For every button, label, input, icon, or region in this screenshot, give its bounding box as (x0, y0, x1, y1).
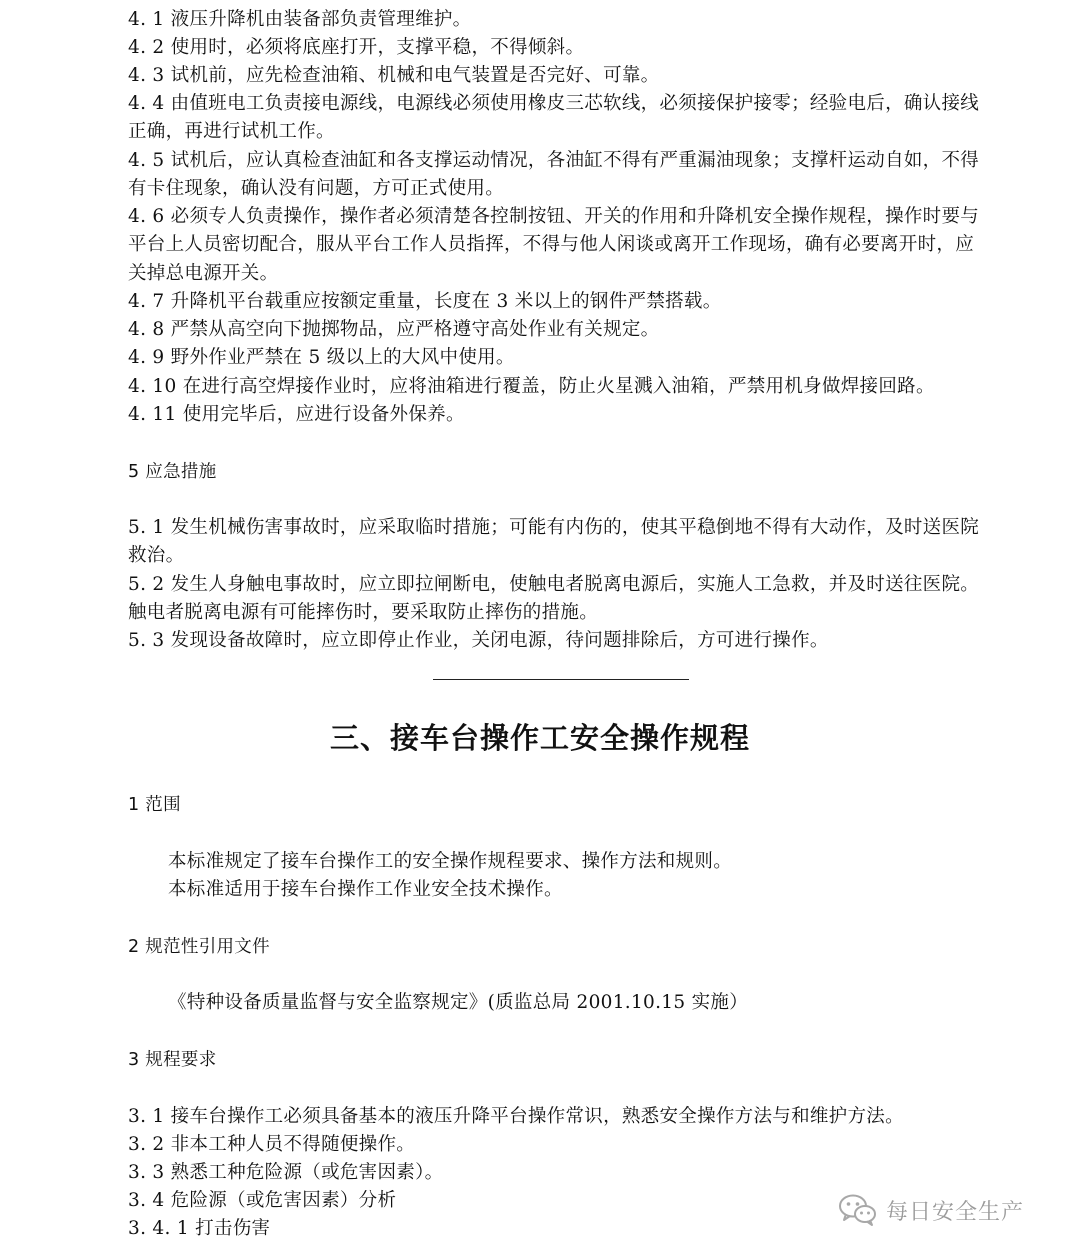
clause-4-7: 4. 7 升降机平台载重应按额定重量，长度在 3 米以上的钢件严禁搭载。 (128, 291, 722, 312)
scope-heading: 1 范围 (128, 795, 181, 815)
clause-4-1: 4. 1 液压升降机由装备部负责管理维护。 (128, 9, 472, 30)
clause-4-6-cont2: 关掉总电源开关。 (128, 263, 279, 284)
reference-item: 《特种设备质量监督与安全监察规定》(质监总局 2001.10.15 实施） (168, 992, 749, 1013)
clause-4-10: 4. 10 在进行高空焊接作业时，应将油箱进行覆盖，防止火星溅入油箱，严禁用机身做焊接回路。 (128, 376, 935, 397)
clause-4-2: 4. 2 使用时，必须将底座打开，支撑平稳，不得倾斜。 (128, 37, 585, 58)
clause-5-2-cont: 触电者脱离电源有可能摔伤时，要采取防止摔伤的措施。 (128, 602, 599, 623)
clause-4-6-cont: 平台上人员密切配合，服从平台工作人员指挥，不得与他人闲谈或离开工作现场，确有必要离开时，应 (128, 234, 975, 255)
clause-3-4-1: 3. 4. 1 打击伤害 (128, 1218, 271, 1239)
scope-line-1: 本标准规定了接车台操作工的安全操作规程要求、操作方法和规则。 (168, 851, 733, 872)
clause-4-3: 4. 3 试机前，应先检查油箱、机械和电气装置是否完好、可靠。 (128, 65, 660, 86)
clause-3-4: 3. 4 危险源（或危害因素）分析 (128, 1190, 397, 1211)
clause-5-1-cont: 救治。 (128, 545, 185, 566)
references-heading: 2 规范性引用文件 (128, 937, 270, 957)
clause-4-6: 4. 6 必须专人负责操作，操作者必须清楚各控制按钮、开关的作用和升降机安全操作规程，操作时要与 (128, 206, 980, 227)
watermark-text: 每日安全生产 (886, 1199, 1025, 1225)
clause-5-1: 5. 1 发生机械伤害事故时，应采取临时措施；可能有内伤的，使其平稳倒地不得有大动作，及时送医院 (128, 517, 980, 538)
clause-4-8: 4. 8 严禁从高空向下抛掷物品，应严格遵守高处作业有关规定。 (128, 319, 660, 340)
clause-3-3: 3. 3 熟悉工种危险源（或危害因素）。 (128, 1162, 444, 1183)
clause-4-4-cont: 正确，再进行试机工作。 (128, 121, 335, 142)
requirements-heading: 3 规程要求 (128, 1050, 217, 1070)
chapter-title: 三、接车台操作工安全操作规程 (329, 721, 750, 755)
clause-3-2: 3. 2 非本工种人员不得随便操作。 (128, 1134, 416, 1155)
clause-5-2: 5. 2 发生人身触电事故时，应立即拉闸断电，使触电者脱离电源后，实施人工急救，并及时送往医院。 (128, 574, 980, 595)
watermark (838, 1190, 1068, 1230)
clause-4-4: 4. 4 由值班电工负责接电源线，电源线必须使用橡皮三芯软线，必须接保护接零；经验电后，确认接线 (128, 93, 980, 114)
clause-4-9: 4. 9 野外作业严禁在 5 级以上的大风中使用。 (128, 347, 515, 368)
clause-4-5: 4. 5 试机后，应认真检查油缸和各支撑运动情况，各油缸不得有严重漏油现象；支撑杆运动自如，不得 (128, 150, 980, 171)
wechat-icon (838, 1193, 878, 1227)
clause-4-5-cont: 有卡住现象，确认没有问题，方可正式使用。 (128, 178, 505, 199)
clause-3-1: 3. 1 接车台操作工必须具备基本的液压升降平台操作常识，熟悉安全操作方法与和维护方法。 (128, 1106, 904, 1127)
section-divider (433, 679, 689, 680)
clause-4-11: 4. 11 使用完毕后，应进行设备外保养。 (128, 404, 465, 425)
scope-line-2: 本标准适用于接车台操作工作业安全技术操作。 (168, 879, 563, 900)
clause-5-3: 5. 3 发现设备故障时，应立即停止作业，关闭电源，待问题排除后，方可进行操作。 (128, 630, 829, 651)
section-5-heading: 5 应急措施 (128, 462, 217, 482)
